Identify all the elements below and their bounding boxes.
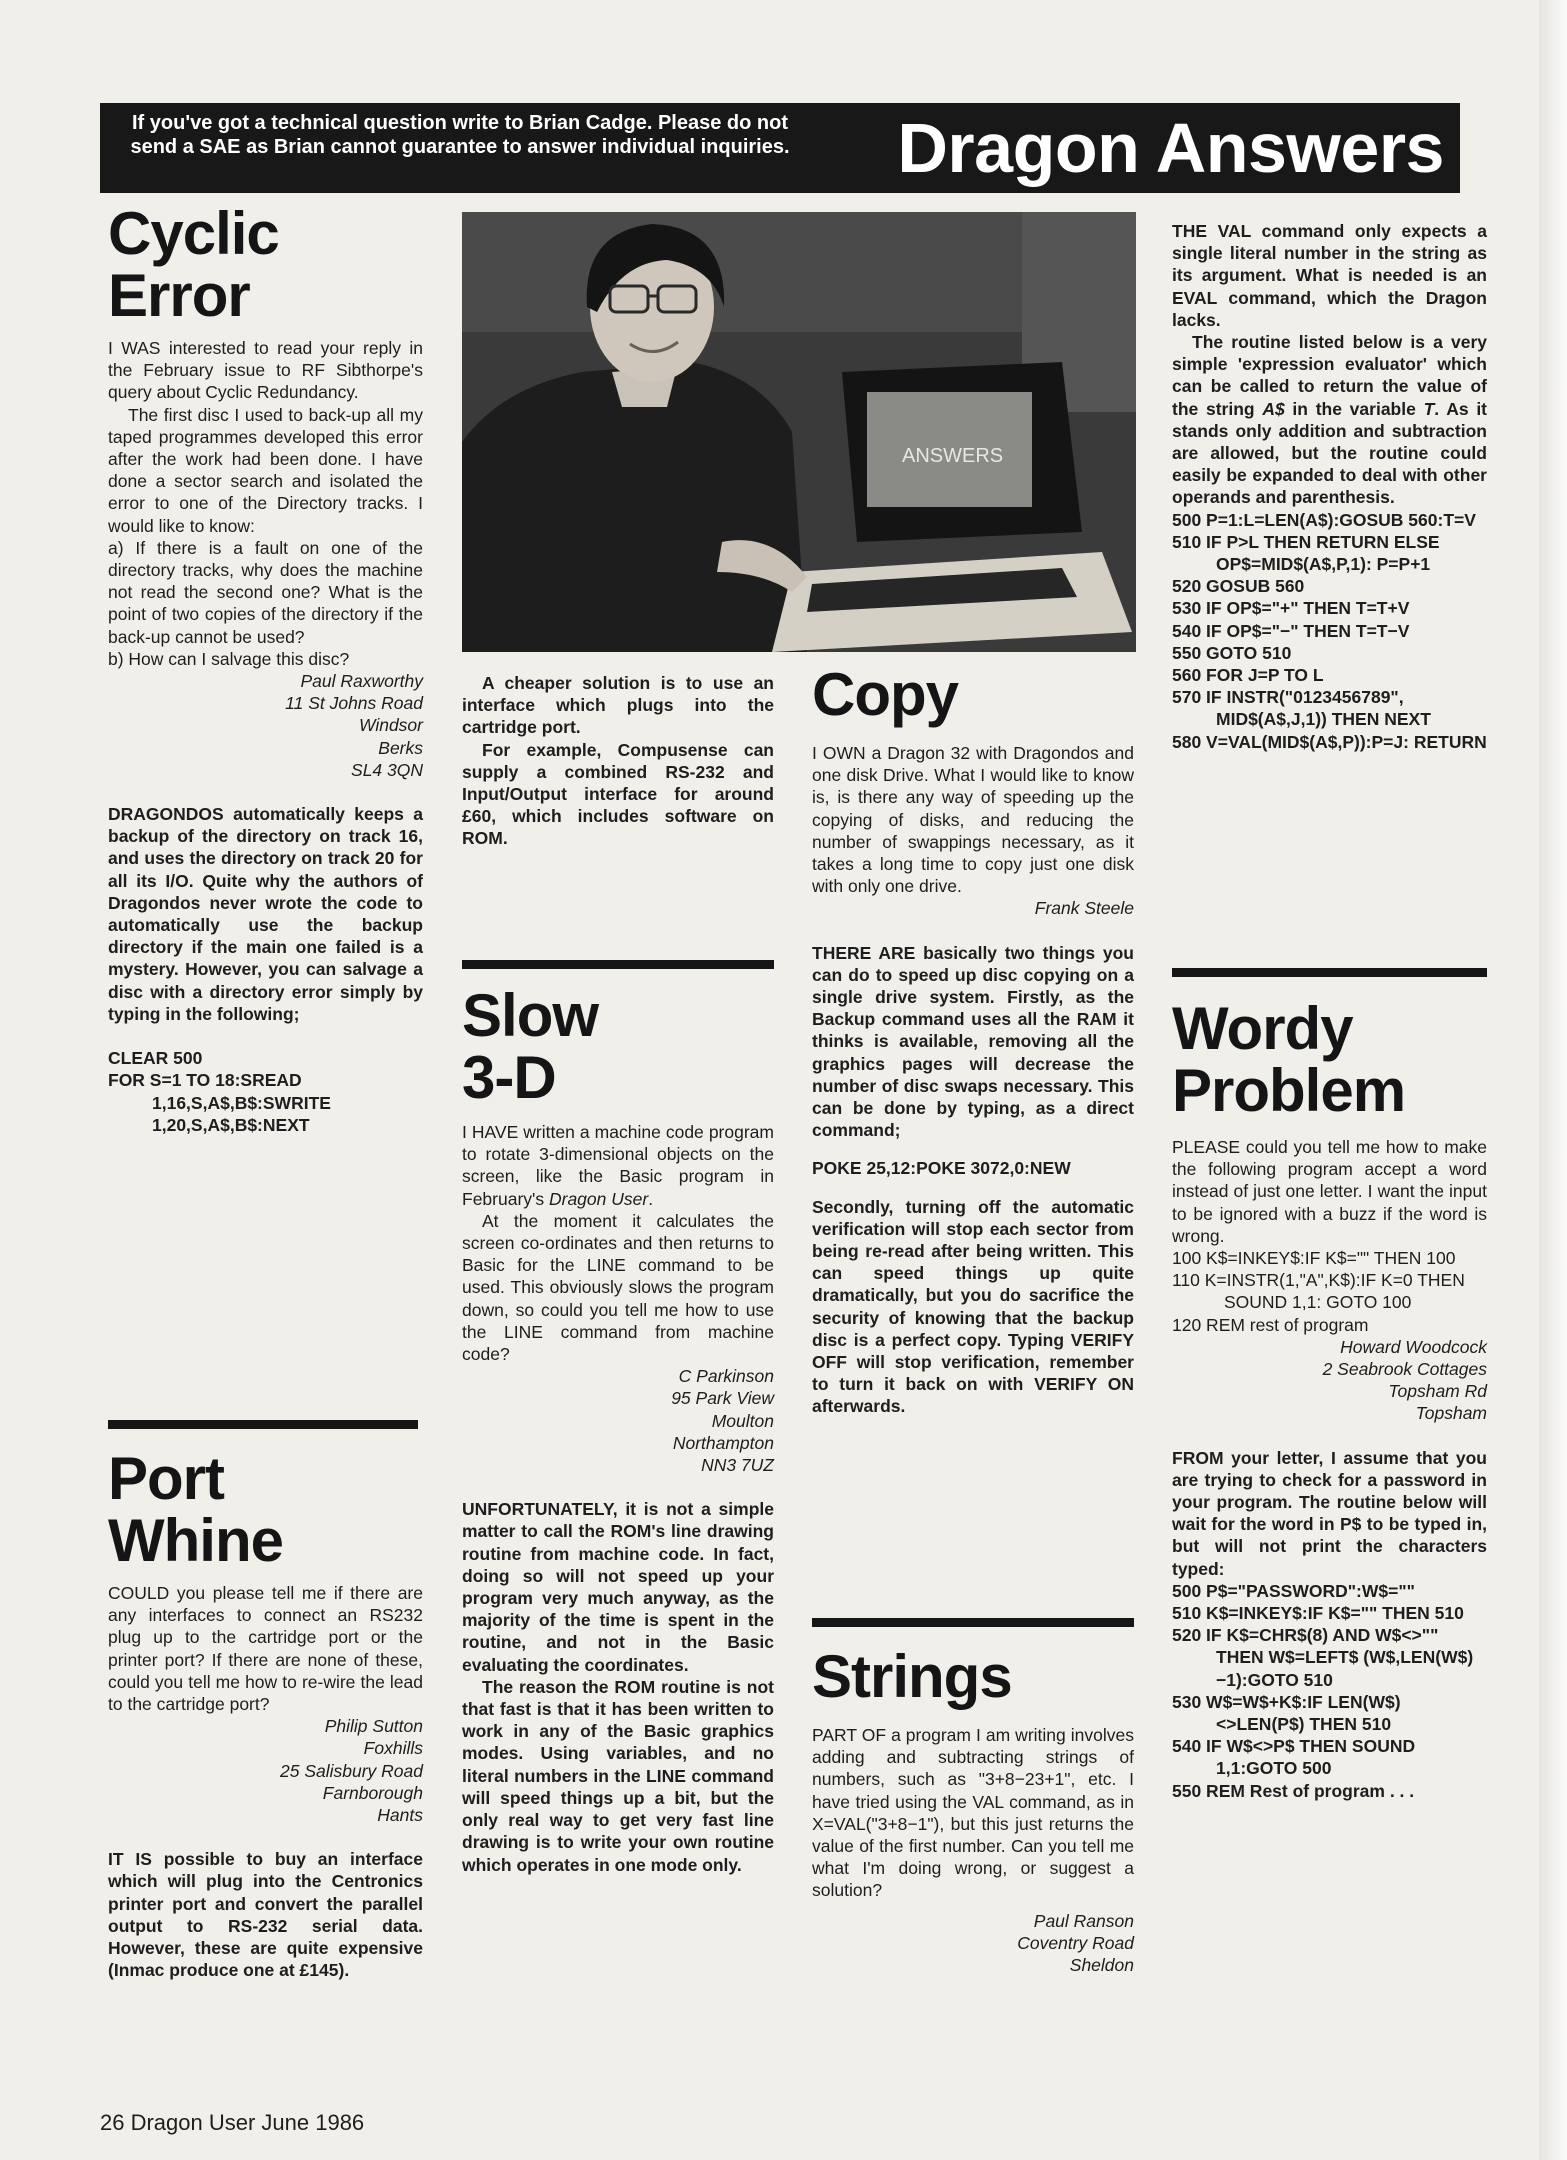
page-title: Dragon Answers	[897, 109, 1444, 187]
letter-paragraph: The first disc I used to back-up all my taped programmes developed this error after the work had been done. I have done a sector search and isolated the error to one of the Directory tracks. I would like to know:	[108, 404, 423, 536]
signature-line: Hants	[377, 1805, 423, 1826]
page-footer: 26 Dragon User June 1986	[100, 2110, 365, 2135]
letter-paragraph: I OWN a Dragon 32 with Dragondos and one disk Drive. What I would like to know is, is there any way of speeding up the copying of disks, and reducing the number of swappings necessary, as it takes a long time to copy just one disk with only one drive.	[812, 743, 1134, 897]
signature-line: C Parkinson	[678, 1366, 774, 1387]
answer-paragraph: A cheaper solution is to use an interface which plugs into the cartridge port.	[462, 673, 774, 738]
photo-brian-cadge	[462, 212, 1136, 652]
signature-line: Northampton	[672, 1432, 774, 1453]
answer-text: . As it stands only addition and subtraction are allowed, but the routine could easily be expanded to deal with other operands and parenthesis.	[1172, 398, 1488, 508]
letter-question: a) If there is a fault on one of the directory tracks, why does the machine not read the second one? What is the point of two copies of the directory if the back-up cannot be used?	[108, 537, 423, 647]
code-listing	[812, 1157, 1134, 1179]
signature-line: 25 Salisbury Road	[280, 1760, 423, 1781]
article-strings	[812, 1643, 1134, 1976]
code-line: 550 REM Rest of program . . .	[1172, 1780, 1415, 1801]
magazine-name: Dragon User	[548, 1188, 649, 1209]
code-line: FOR S=1 TO 18:SREAD 1,16,S,A$,B$:SWRITE 1,20,S,A$,B$:NEXT	[108, 1070, 336, 1135]
code-line: 540 IF W$<>P$ THEN SOUND 1,1:GOTO 500	[1172, 1736, 1421, 1779]
article-copy	[812, 661, 1134, 1418]
section-divider	[1172, 968, 1487, 977]
signature-line: Topsham	[1415, 1403, 1487, 1424]
letter-text: .	[648, 1188, 654, 1209]
article-slow-3d	[462, 982, 774, 1876]
heading-slow-3d: Slow 3-D	[462, 982, 599, 1111]
signature-line: Coventry Road	[1017, 1932, 1134, 1953]
answer-paragraph: Secondly, turning off the automatic verification will stop each sector from being re-read after being written. This can speed things up quite dramatically, but you do sacrifice the security of knowing that the backup disc is a perfect copy. Typing VERIFY OFF will stop verification, remember to turn it back on with VERIFY ON afterwards.	[812, 1196, 1134, 1417]
answer-text: The routine listed below is a very simple 'expression evaluator' which can be called to return the value of the string	[1172, 332, 1487, 419]
signature-line: SL4 3QN	[351, 759, 423, 780]
heading-wordy-problem: Wordy Problem	[1172, 995, 1406, 1124]
article-port-whine-continued	[462, 672, 774, 850]
photo-illustration	[462, 212, 1136, 652]
signature-block	[812, 897, 1134, 919]
letter-question: b) How can I salvage this disc?	[108, 648, 350, 669]
code-line: 510 IF P>L THEN RETURN ELSE OP$=MID$(A$,P,1): P=P+1	[1172, 531, 1445, 575]
signature-line: Windsor	[358, 715, 423, 736]
code-line: 100 K$=INKEY$:IF K$="" THEN 100	[1172, 1248, 1456, 1269]
code-line: 520 IF K$=CHR$(8) AND W$<>"" THEN W$=LEFT$ (W$,LEN(W$)−1):GOTO 510	[1172, 1625, 1474, 1690]
code-line: 500 P$="PASSWORD":W$=""	[1172, 1580, 1415, 1601]
code-listing	[108, 1047, 423, 1136]
section-divider	[108, 1420, 418, 1429]
answer-paragraph: THERE ARE basically two things you can do to speed up disc copying on a single drive system. Firstly, as the Backup command uses all the RAM it thinks is available, removing all the graphics pages will decrease the number of disc swaps necessary. This can be done by typing, as a direct command;	[812, 942, 1134, 1141]
section-divider	[812, 1618, 1134, 1627]
code-line: 110 K=INSTR(1,"A",K$):IF K=0 THEN SOUND 1,1: GOTO 100	[1172, 1270, 1470, 1313]
answer-text: in the variable	[1284, 398, 1424, 419]
heading-cyclic-error: Cyclic Error	[108, 200, 279, 329]
answer-paragraph: UNFORTUNATELY, it is not a simple matter to call the ROM's line drawing routine from machine code. In fact, doing so will not speed up your program very much anyway, as the majority of the time is spent in the routine, and not in the Basic evaluating the coordinates.	[462, 1499, 774, 1675]
variable-name: A$	[1262, 398, 1285, 419]
signature-line: Howard Woodcock	[1340, 1336, 1487, 1357]
letter-text: I HAVE written a machine code program to rotate 3-dimensional objects on the screen, like the Basic program in February's	[462, 1122, 774, 1209]
code-line: 540 IF OP$="−" THEN T=T−V	[1172, 620, 1410, 641]
letter-paragraph	[462, 1121, 774, 1210]
signature-line: NN3 7UZ	[701, 1455, 774, 1476]
article-cyclic-error	[108, 200, 423, 1136]
code-listing	[1172, 1247, 1487, 1336]
answer-paragraph: For example, Compusense can supply a combined RS-232 and Input/Output interface for around £60, which includes software on ROM.	[462, 739, 774, 849]
variable-name: T	[1423, 398, 1435, 419]
code-line: 550 GOTO 510	[1172, 642, 1292, 663]
answer-paragraph	[1172, 331, 1487, 509]
heading-copy: Copy	[812, 661, 958, 728]
signature-line: Frank Steele	[1034, 898, 1134, 919]
signature-line: 95 Park View	[671, 1388, 774, 1409]
signature-line: Sheldon	[1069, 1955, 1134, 1976]
signature-line: Paul Raxworthy	[300, 671, 423, 692]
signature-line: Foxhills	[363, 1738, 423, 1759]
signature-block	[812, 1910, 1134, 1977]
signature-line: Moulton	[711, 1410, 774, 1431]
code-line: 520 GOSUB 560	[1172, 576, 1305, 597]
code-listing	[1172, 509, 1487, 753]
code-line: 510 K$=INKEY$:IF K$="" THEN 510	[1172, 1603, 1464, 1624]
answer-paragraph: THE VAL command only expects a single literal number in the string as its argument. What is needed is an EVAL command, which the Dragon lacks.	[1172, 221, 1487, 330]
letter-paragraph: PLEASE could you tell me how to make the following program accept a word instead of just one letter. I want the input to be ignored with a buzz if the word is wrong.	[1172, 1137, 1487, 1246]
signature-line: Farnborough	[322, 1782, 423, 1803]
signature-block	[108, 670, 423, 781]
letter-paragraph: I WAS interested to read your reply in the February issue to RF Sibthorpe's query about Cyclic Redundancy.	[108, 338, 423, 403]
header-note: If you've got a technical question write to Brian Cadge. Please do not send a SAE as Brian cannot guarantee to answer individual inquiries.	[130, 112, 790, 158]
article-strings-answer	[1172, 220, 1487, 753]
code-line: 580 V=VAL(MID$(A$,P)):P=J: RETURN	[1172, 731, 1487, 752]
page-edge	[1539, 0, 1567, 2160]
answer-paragraph: FROM your letter, I assume that you are trying to check for a password in your program. The routine below will wait for the word in P$ to be typed in, but will not print the characters typed:	[1172, 1447, 1487, 1579]
section-divider	[462, 960, 774, 969]
signature-block	[1172, 1336, 1487, 1425]
letter-paragraph: At the moment it calculates the screen co-ordinates and then returns to Basic for the LINE command to be used. This obviously slows the program down, so could you tell me how to use the LINE command from machine code?	[462, 1210, 774, 1365]
signature-line: Berks	[378, 737, 423, 758]
code-line: 500 P=1:L=LEN(A$):GOSUB 560:T=V	[1172, 509, 1476, 530]
code-line: 560 FOR J=P TO L	[1172, 665, 1324, 686]
heading-port-whine: Port Whine	[108, 1445, 283, 1574]
signature-line: 2 Seabrook Cottages	[1322, 1359, 1487, 1380]
answer-paragraph: DRAGONDOS automatically keeps a backup of the directory on track 16, and uses the directory on track 20 for all its I/O. Quite why the authors of Dragondos never wrote the code to automatically use the backup directory if the main one failed is a mystery. However, you can salvage a disc with a directory error simply by typing in the following;	[108, 804, 423, 1024]
code-line: 530 IF OP$="+" THEN T=T+V	[1172, 598, 1410, 619]
answer-paragraph: The reason the ROM routine is not that fast is that it has been written to work in any of the Basic graphics modes. Using variables, and no literal numbers in the LINE command will speed things up a bit, but the only real way to get very fast line drawing is to write your own routine which operates in one mode only.	[462, 1676, 774, 1875]
code-line: 120 REM rest of program	[1172, 1314, 1369, 1335]
code-line: 530 W$=W$+K$:IF LEN(W$) <>LEN(P$) THEN 510	[1172, 1691, 1406, 1735]
code-line: 570 IF INSTR("0123456789", MID$(A$,J,1)) THEN NEXT	[1172, 687, 1431, 730]
letter-paragraph: COULD you please tell me if there are any interfaces to connect an RS232 plug up to the cartridge port or the printer port? If there are none of these, could you tell me how to re-wire the lead to the cartridge port?	[108, 1583, 423, 1715]
article-wordy-problem	[1172, 995, 1487, 1802]
signature-block	[108, 1715, 423, 1826]
signature-line: Philip Sutton	[324, 1716, 423, 1737]
code-listing	[1172, 1580, 1487, 1802]
monitor-screen-text: ANSWERS	[902, 445, 1004, 467]
signature-block	[462, 1365, 774, 1476]
signature-line: Topsham Rd	[1388, 1381, 1487, 1402]
letter-paragraph: PART OF a program I am writing involves adding and subtracting strings of numbers, such as "3+8−23+1", etc. I have tried using the VAL command, as in X=VAL("3+8−1"), but this just returns the value of the first number. Can you tell me what I'm doing wrong, or suggest a solution?	[812, 1725, 1134, 1901]
section-header-bar	[100, 103, 1460, 193]
article-port-whine	[108, 1445, 423, 1981]
heading-strings: Strings	[812, 1643, 1012, 1710]
code-line: POKE 25,12:POKE 3072,0:NEW	[812, 1158, 1071, 1179]
answer-paragraph: IT IS possible to buy an interface which will plug into the Centronics printer port and convert the parallel output to RS-232 serial data. However, these are quite expensive (Inmac produce one at £145).	[108, 1849, 423, 1981]
signature-line: Paul Ranson	[1033, 1910, 1134, 1931]
signature-line: 11 St Johns Road	[285, 693, 423, 714]
code-line: CLEAR 500	[108, 1048, 203, 1069]
